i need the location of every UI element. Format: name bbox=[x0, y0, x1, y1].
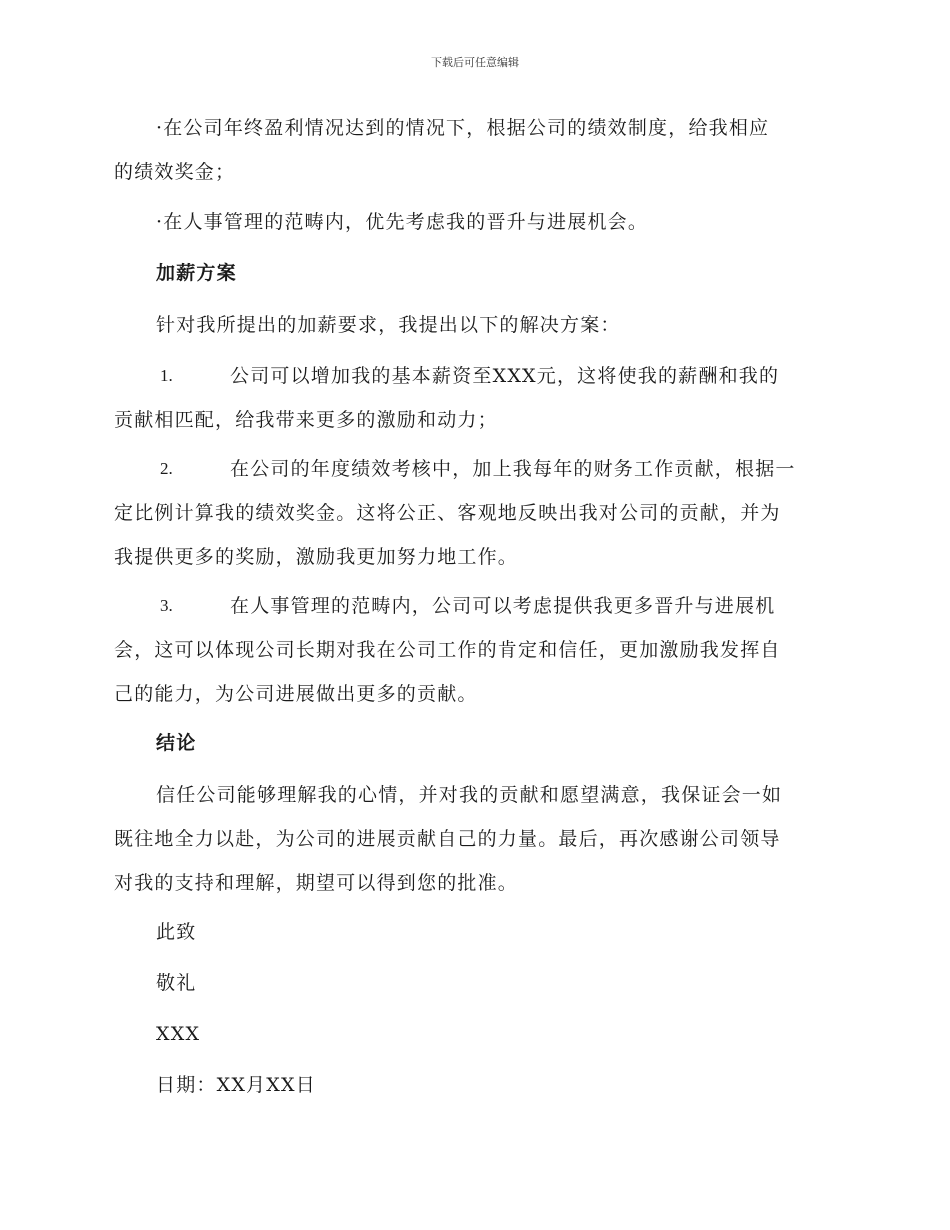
section-title: 加薪方案 bbox=[156, 262, 237, 284]
section-heading-conclusion bbox=[114, 721, 834, 765]
conclusion-paragraph bbox=[114, 773, 834, 905]
bullet-item-bonus bbox=[114, 106, 834, 194]
closing-regards-2 bbox=[114, 961, 834, 1005]
item-text: 公司可以增加我的基本薪资至XXX元，这将使我的薪酬和我的 bbox=[230, 365, 780, 387]
bullet-item-promotion bbox=[114, 200, 834, 244]
paragraph-line bbox=[114, 354, 834, 398]
plan-item-1 bbox=[114, 354, 834, 442]
closing-regards-1 bbox=[114, 910, 834, 954]
paragraph-line: 对我的支持和理解，期望可以得到您的批准。 bbox=[114, 872, 519, 894]
paragraph-line bbox=[114, 447, 834, 491]
date-text: 日期：XX月XX日 bbox=[156, 1074, 316, 1096]
paragraph-line: 定比例计算我的绩效奖金。这将公正、客观地反映出我对公司的贡献，并为 bbox=[114, 502, 781, 524]
bullet-line: ·在人事管理的范畴内，优先考虑我的晋升与进展机会。 bbox=[156, 211, 649, 233]
paragraph-line: 针对我所提出的加薪要求，我提出以下的解决方案： bbox=[156, 314, 621, 336]
item-text: 在公司的年度绩效考核中，加上我每年的财务工作贡献，根据一 bbox=[230, 458, 796, 480]
item-number: 3. bbox=[160, 596, 173, 615]
paragraph-line: 既往地全力以赴，为公司的进展贡献自己的力量。最后，再次感谢公司领导 bbox=[114, 828, 781, 850]
paragraph-line: 我提供更多的奖励，激励我更加努力地工作。 bbox=[114, 546, 519, 568]
plan-item-2 bbox=[114, 447, 834, 579]
paragraph-line: 信任公司能够理解我的心情，并对我的贡献和愿望满意，我保证会一如 bbox=[156, 784, 783, 806]
signature-name: XXX bbox=[156, 1023, 201, 1045]
bullet-line: ·在公司年终盈利情况达到的情况下，根据公司的绩效制度，给我相应 bbox=[156, 117, 770, 139]
signature bbox=[114, 1012, 834, 1056]
paragraph-line bbox=[114, 584, 834, 628]
item-text: 在人事管理的范畴内，公司可以考虑提供我更多晋升与进展机 bbox=[230, 595, 776, 617]
closing-line: 敬礼 bbox=[156, 972, 197, 994]
plan-item-3 bbox=[114, 584, 834, 716]
section-heading-plan bbox=[114, 251, 834, 295]
bullet-line: 的绩效奖金； bbox=[114, 161, 236, 183]
paragraph-line: 己的能力，为公司进展做出更多的贡献。 bbox=[114, 683, 478, 705]
paragraph-line: 会，这可以体现公司长期对我在公司工作的肯定和信任，更加激励我发挥自 bbox=[114, 639, 781, 661]
section-title: 结论 bbox=[156, 732, 197, 754]
item-number: 2. bbox=[160, 459, 173, 478]
closing-line: 此致 bbox=[156, 921, 197, 943]
page-header-note: 下载后可任意编辑 bbox=[431, 56, 519, 69]
item-number: 1. bbox=[160, 366, 173, 385]
paragraph-line: 贡献相匹配，给我带来更多的激励和动力； bbox=[114, 409, 498, 431]
plan-intro bbox=[114, 303, 834, 347]
date-line bbox=[114, 1063, 834, 1107]
